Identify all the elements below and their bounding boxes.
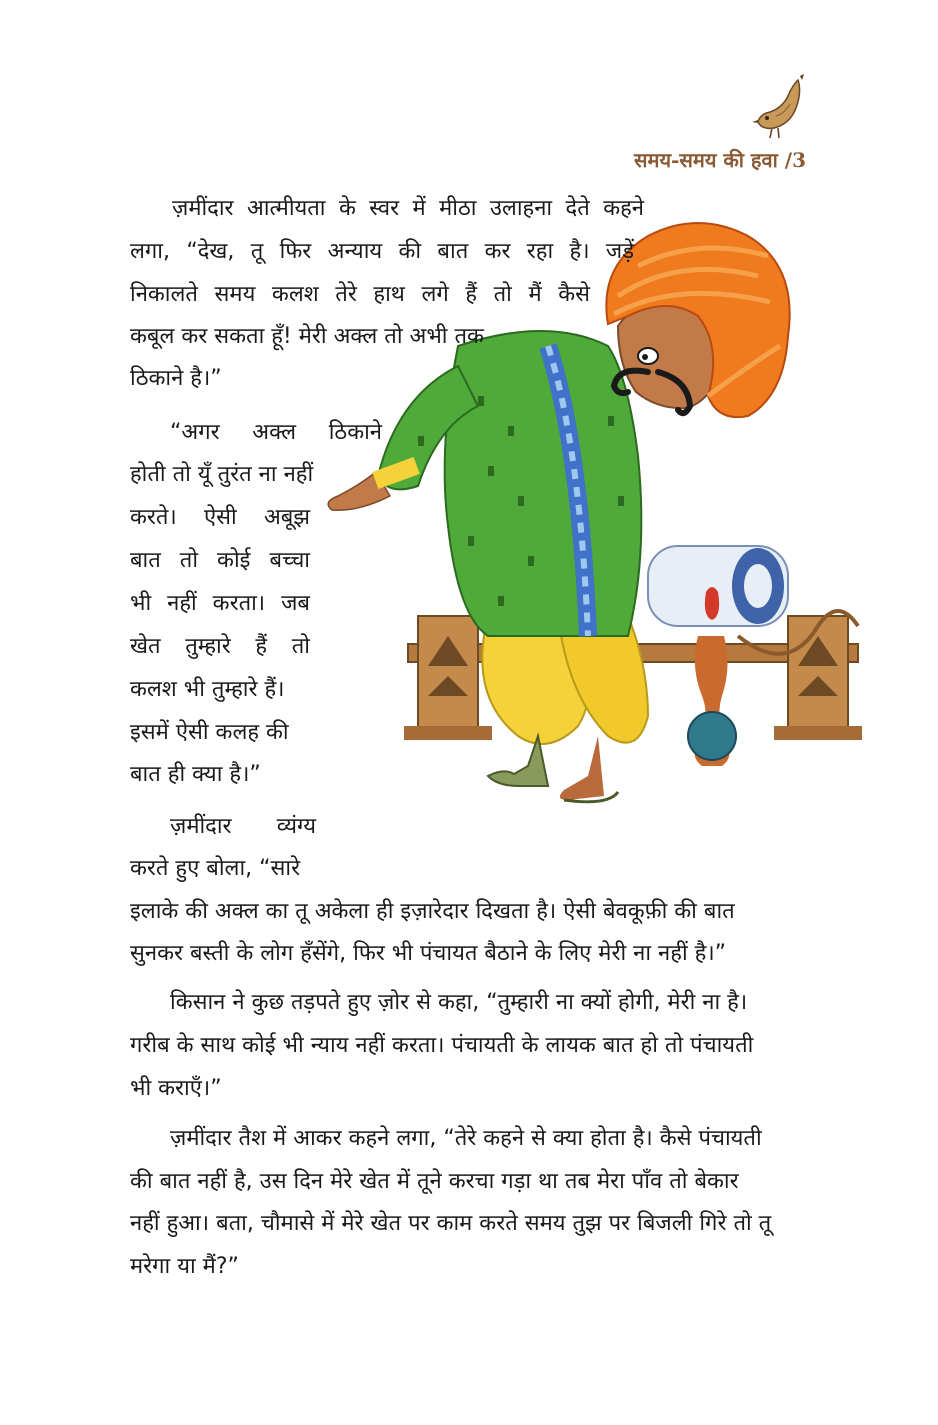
paragraph-line: सुनकर बस्ती के लोग हँसेंगे, फिर भी पंचायत बैठाने के लिए मेरी ना नहीं है।” [130, 941, 727, 966]
running-header: समय-समय की हवा /3 [633, 148, 806, 172]
paragraph-line: इलाके की अक्ल का तू अकेला ही इज़ारेदार दिखता है। ऐसी बेवकूफ़ी की बात [130, 899, 735, 924]
paragraph-line: बात तो कोई बच्चा [130, 548, 310, 573]
paragraph-line: कलश भी तुम्हारे हैं। [130, 677, 285, 702]
paragraph-line: करते हुए बोला, “सारे [130, 856, 301, 881]
paragraph-line: होती तो यूँ तुरंत ना नहीं [130, 462, 314, 487]
paragraph-line: ठिकाने है।” [130, 366, 222, 391]
paragraph-line: ज़मींदार आत्मीयता के स्वर में मीठा उलाहना देते कहने [172, 196, 644, 221]
paragraph-line: भी नहीं करता। जब [130, 591, 310, 616]
paragraph-line: की बात नहीं है, उस दिन मेरे खेत में तूने करचा गड़ा था तब मेरा पाँव तो बेकार [130, 1169, 739, 1194]
paragraph-line: “अगर अक्ल ठिकाने [170, 420, 382, 445]
paragraph-line: किसान ने कुछ तड़पते हुए ज़ोर से कहा, “तुम्हारी ना क्यों होगी, मेरी ना है। [170, 990, 748, 1015]
paragraph-line: इसमें ऐसी कलह की [130, 720, 289, 745]
paragraph-line: ज़मींदार व्यंग्य [170, 814, 316, 839]
paragraph-line: गरीब के साथ कोई भी न्याय नहीं करता। पंचायती के लायक बात हो तो पंचायती [130, 1033, 754, 1058]
paragraph-line: खेत तुम्हारे हैं तो [130, 634, 310, 659]
paragraph-line: नहीं हुआ। बता, चौमासे में मेरे खेत पर काम करते समय तुझ पर बिजली गिरे तो तू [130, 1211, 772, 1236]
bird-icon [752, 72, 816, 144]
paragraph-line: निकालते समय कलश तेरे हाथ लगे हैं तो मैं कैसे [130, 282, 590, 307]
paragraph-line: ज़मींदार तैश में आकर कहने लगा, “तेरे कहने से क्या होता है। कैसे पंचायती [170, 1126, 762, 1151]
paragraph-line: लगा, “देख, तू फिर अन्याय की बात कर रहा है। जड़ें [130, 239, 634, 264]
paragraph-line: बात ही क्या है।” [130, 762, 261, 787]
paragraph-line: मरेगा या मैं?” [130, 1254, 239, 1279]
paragraph-line: भी कराएँ।” [130, 1076, 222, 1101]
paragraph-line: कबूल कर सकता हूँ! मेरी अक्ल तो अभी तक [130, 324, 484, 349]
paragraph-line: करते। ऐसी अबूझ [130, 505, 310, 530]
